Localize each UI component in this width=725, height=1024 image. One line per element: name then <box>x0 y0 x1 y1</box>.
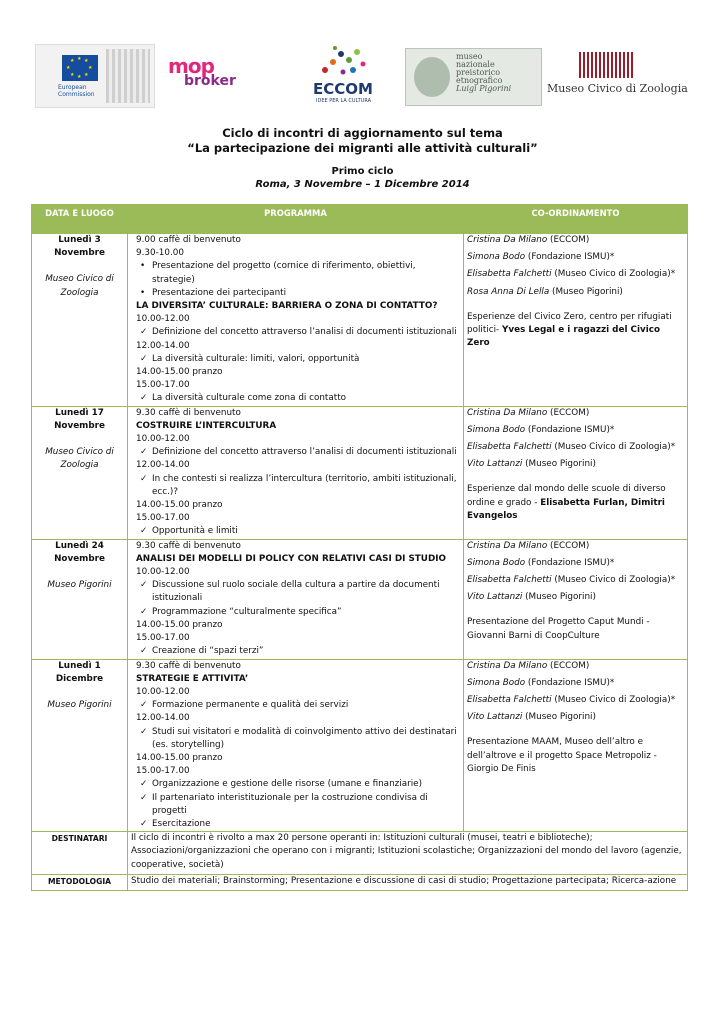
mop-word: broker <box>184 73 236 89</box>
coordinator-name: Cristina Da Milano <box>467 235 548 245</box>
program-item: ✓ Esercitazione <box>136 818 460 831</box>
coordinator-name: Elisabetta Falchetti <box>467 442 552 453</box>
program-item: 9.30 caffè di benvenuto <box>136 407 241 418</box>
museo-zoologia-logo <box>545 46 695 106</box>
program-item: ✓ Definizione del concetto attraverso l’analisi di documenti istituzionali <box>136 446 460 459</box>
cycle-dates: Roma, 3 Novembre – 1 Dicembre 2014 <box>255 179 470 190</box>
program-item: 15.00-17.00 <box>136 513 190 524</box>
coordinator-name: Cristina Da Milano <box>467 660 548 671</box>
coordinator <box>467 677 684 690</box>
coordinator-name: Vito Lattanzi <box>467 592 523 603</box>
coordinator-role: (ECCOM) <box>547 235 590 245</box>
european-commission-logo <box>35 44 155 108</box>
program-item: 12.00-14.00 <box>136 713 190 724</box>
coordinator-role: (Museo Civico di Zoologia)* <box>551 442 676 453</box>
program-item: ✓ Formazione permanente e qualità dei servizi <box>136 699 460 712</box>
program-item: 14.00-15.00 pranzo <box>136 500 223 511</box>
destinatari-row <box>32 832 688 875</box>
program-item: ✓ Definizione del concetto attraverso l’analisi di documenti istituzionali <box>136 326 460 339</box>
session-coord-cell <box>464 234 688 407</box>
mop-broker-logo <box>168 54 248 90</box>
eccom-name: ECCOM <box>313 80 373 98</box>
session-row <box>32 539 688 659</box>
coordinator <box>467 711 684 724</box>
eccom-leaves-icon <box>313 42 373 80</box>
pigorini-l2: nazionale <box>456 60 495 69</box>
coordinator-role: (Museo Civico di Zoologia)* <box>551 694 676 705</box>
session-place: Museo Civico di Zoologia <box>45 274 114 298</box>
program-item: • Presentazione del progetto (cornice di riferimento, obiettivi, strategie) <box>136 260 460 286</box>
session-program-cell <box>128 659 464 832</box>
coordinator-role: (Fondazione ISMU)* <box>525 424 615 435</box>
pigorini-emblem-icon <box>410 52 454 102</box>
coordinator-name: Simona Bodo <box>467 557 526 568</box>
session-program-cell <box>128 539 464 659</box>
program-item: 14.00-15.00 pranzo <box>136 752 223 763</box>
session-row <box>32 406 688 539</box>
coordinator-role: (Fondazione ISMU)* <box>525 677 615 688</box>
metodologia-row <box>32 874 688 890</box>
eu-flag-icon: ★ ★ ★ ★ ★ ★ ★ ★ <box>62 55 98 81</box>
eccom-logo <box>313 42 373 108</box>
coordinator-name: Cristina Da Milano <box>467 540 548 551</box>
pigorini-l3: preistorico <box>456 68 501 77</box>
session-extra-bold: Yves Legal e i ragazzi del Civico Zero <box>467 325 661 349</box>
program-table <box>31 204 688 891</box>
session-extra-text: Presentazione del Progetto Caput Mundi - Giovanni Barni di CoopCulture <box>467 617 650 641</box>
coordinator-role: (ECCOM) <box>547 660 590 671</box>
program-item: 12.00-14.00 <box>136 460 190 471</box>
session-day: Lunedì 3 <box>58 235 101 245</box>
program-item: COSTRUIRE L’INTERCULTURA <box>136 420 277 431</box>
program-item: ✓ Studi sui visitatori e modalità di coinvolgimento attivo dei destinatari (es. storytelling) <box>136 726 460 752</box>
session-row <box>32 234 688 407</box>
coordinator <box>467 234 684 247</box>
session-month: Dicembre <box>55 673 104 684</box>
session-program-cell <box>128 234 464 407</box>
destinatari-text: Il ciclo di incontri è rivolto a max 20 persone operanti in: Istituzioni culturali (musei, teatri e biblioteche); Associazioni/organizzazioni che operano con i migranti; Istituzioni scolastiche; Organizzazioni del mondo del lavoro (agenzie, cooperative, società) <box>128 832 688 875</box>
coordinator-name: Vito Lattanzi <box>467 712 523 723</box>
coordinator-role: (Museo Pigorini) <box>549 286 623 297</box>
coordinator <box>467 458 684 471</box>
session-extra <box>467 483 684 523</box>
cycle-label: Primo ciclo <box>331 166 394 177</box>
program-item: ANALISI DEI MODELLI DI POLICY CON RELATIVI CASI DI STUDIO <box>136 553 446 564</box>
session-extra-text: Esperienze del Civico Zero, centro per rifugiati politici- <box>467 311 672 336</box>
pigorini-l4: etnografico <box>456 76 503 85</box>
coordinator-role: (Museo Pigorini) <box>522 459 596 470</box>
session-coord-cell <box>464 659 688 832</box>
coordinator-name: Vito Lattanzi <box>467 459 523 470</box>
logo-strip <box>30 40 695 110</box>
program-item: 15.00-17.00 <box>136 633 190 644</box>
session-coord-cell <box>464 406 688 539</box>
coordinator-name: Rosa Anna Di Lella <box>467 286 550 297</box>
session-program-cell <box>128 406 464 539</box>
coordinator-role: (ECCOM) <box>547 540 590 551</box>
program-item: ✓ Creazione di “spazi terzi” <box>136 645 460 658</box>
coordinator-role: (Fondazione ISMU)* <box>525 557 615 568</box>
coordinator-name: Elisabetta Falchetti <box>467 269 552 280</box>
program-item: 10.00-12.00 <box>136 567 190 578</box>
coordinator-role: (ECCOM) <box>547 407 590 418</box>
coordinator-name: Elisabetta Falchetti <box>467 575 552 586</box>
coordinator-name: Simona Bodo <box>467 424 526 435</box>
coordinator-name: Cristina Da Milano <box>467 407 548 418</box>
session-extra <box>467 311 684 351</box>
session-month: Novembre <box>54 553 105 564</box>
coordinator-role: (Fondazione ISMU)* <box>525 252 615 263</box>
coordinator <box>467 286 684 299</box>
coordinator-role: (Museo Pigorini) <box>522 712 596 723</box>
pigorini-l1: museo <box>456 52 483 61</box>
program-item: 10.00-12.00 <box>136 686 190 697</box>
session-row <box>32 659 688 832</box>
coordinator <box>467 424 684 437</box>
coordinator <box>467 694 684 707</box>
session-day: Lunedì 17 <box>55 407 104 418</box>
program-item: 10.00-12.00 <box>136 434 190 445</box>
zoologia-name: Museo Civico di Zoologia <box>547 82 688 95</box>
mop-mark: mop <box>168 54 214 78</box>
program-item: ✓ Programmazione “culturalmente specifica” <box>136 606 460 619</box>
program-item: STRATEGIE E ATTIVITA’ <box>136 673 249 684</box>
program-item: 9.00 caffè di benvenuto <box>136 235 241 245</box>
coordinator <box>467 441 684 454</box>
session-coord-cell <box>464 539 688 659</box>
header-date: DATA E LUOGO <box>32 205 128 234</box>
program-item: 14.00-15.00 pranzo <box>136 367 223 378</box>
session-date-cell <box>32 659 128 832</box>
session-extra <box>467 736 684 776</box>
session-extra <box>467 616 684 642</box>
metodologia-text: Studio dei materiali; Brainstorming; Presentazione e discussione di casi di studio; Progettazione partecipata; Ricerca-azione <box>128 874 688 890</box>
header-coord: CO-ORDINAMENTO <box>464 205 688 234</box>
eccom-tagline: IDEE PER LA CULTURA <box>316 98 372 104</box>
session-month: Novembre <box>54 420 105 431</box>
table-header-row <box>32 205 688 234</box>
coordinator <box>467 251 684 264</box>
zoologia-bars-icon <box>579 52 633 78</box>
building-icon <box>106 49 150 103</box>
coordinator <box>467 557 684 570</box>
coordinator <box>467 591 684 604</box>
program-item: 14.00-15.00 pranzo <box>136 619 223 630</box>
coordinator <box>467 660 684 673</box>
program-item: 15.00-17.00 <box>136 766 190 777</box>
session-day: Lunedì 1 <box>58 660 101 671</box>
pigorini-l5: Luigi Pigorini <box>456 84 512 93</box>
coordinator <box>467 540 684 553</box>
coordinator-role: (Museo Pigorini) <box>522 592 596 603</box>
program-item: 10.00-12.00 <box>136 314 190 325</box>
program-item: ✓ La diversità culturale come zona di contatto <box>136 392 460 405</box>
program-item: 15.00-17.00 <box>136 380 190 391</box>
eu-caption-2: Commission <box>58 91 95 98</box>
metodologia-label: METODOLOGIA <box>32 874 128 890</box>
program-item: 9.30 caffè di benvenuto <box>136 660 241 671</box>
coordinator-role: (Museo Civico di Zoologia)* <box>551 575 676 586</box>
coordinator <box>467 574 684 587</box>
program-item: • Presentazione dei partecipanti <box>136 287 460 300</box>
title-line-2: “La partecipazione dei migranti alle attività culturali” <box>187 141 538 155</box>
session-extra-bold: Elisabetta Furlan, Dimitri Evangelos <box>467 497 665 521</box>
session-date-cell <box>32 539 128 659</box>
coordinator <box>467 407 684 420</box>
coordinator-name: Simona Bodo <box>467 252 526 263</box>
program-item: 9.30-10.00 <box>136 248 184 259</box>
eu-caption-1: European <box>58 84 87 91</box>
session-place: Museo Pigorini <box>47 699 112 710</box>
coordinator-name: Elisabetta Falchetti <box>467 694 552 705</box>
session-extra-text: Presentazione MAAM, Museo dell’altro e dell’altrove e il progetto Space Metropoliz - Giorgio De Finis <box>467 737 657 774</box>
program-item: ✓ Discussione sul ruolo sociale della cultura a partire da documenti istituzionali <box>136 579 460 605</box>
program-item: ✓ La diversità culturale: limiti, valori, opportunità <box>136 353 460 366</box>
museo-pigorini-logo <box>405 48 542 106</box>
program-item: ✓ Organizzazione e gestione delle risorse (umane e finanziarie) <box>136 778 460 791</box>
title-line-1: Ciclo di incontri di aggiornamento sul tema <box>222 126 503 140</box>
program-item: ✓ Il partenariato interistituzionale per la costruzione condivisa di progetti <box>136 792 460 818</box>
session-date-cell <box>32 406 128 539</box>
session-date-cell <box>32 234 128 407</box>
program-item: ✓ Opportunità e limiti <box>136 525 460 538</box>
session-extra-text: Esperienze dal mondo delle scuole di diverso ordine e grado - <box>467 484 666 508</box>
coordinator-name: Simona Bodo <box>467 677 526 688</box>
coordinator <box>467 268 684 281</box>
session-day: Lunedì 24 <box>55 540 104 551</box>
session-month: Novembre <box>54 248 105 259</box>
program-item: 12.00-14.00 <box>136 340 190 351</box>
coordinator-role: (Museo Civico di Zoologia)* <box>551 269 676 280</box>
program-item: 9.30 caffè di benvenuto <box>136 540 241 551</box>
destinatari-label: DESTINATARI <box>32 832 128 875</box>
session-place: Museo Civico di Zoologia <box>45 447 114 471</box>
program-item: ✓ In che contesti si realizza l’intercultura (territorio, ambiti istituzionali, ecc.)? <box>136 473 460 499</box>
program-item: LA DIVERSITA’ CULTURALE: BARRIERA O ZONA DI CONTATTO? <box>136 301 438 312</box>
header-program: PROGRAMMA <box>128 205 464 234</box>
session-place: Museo Pigorini <box>47 580 112 591</box>
